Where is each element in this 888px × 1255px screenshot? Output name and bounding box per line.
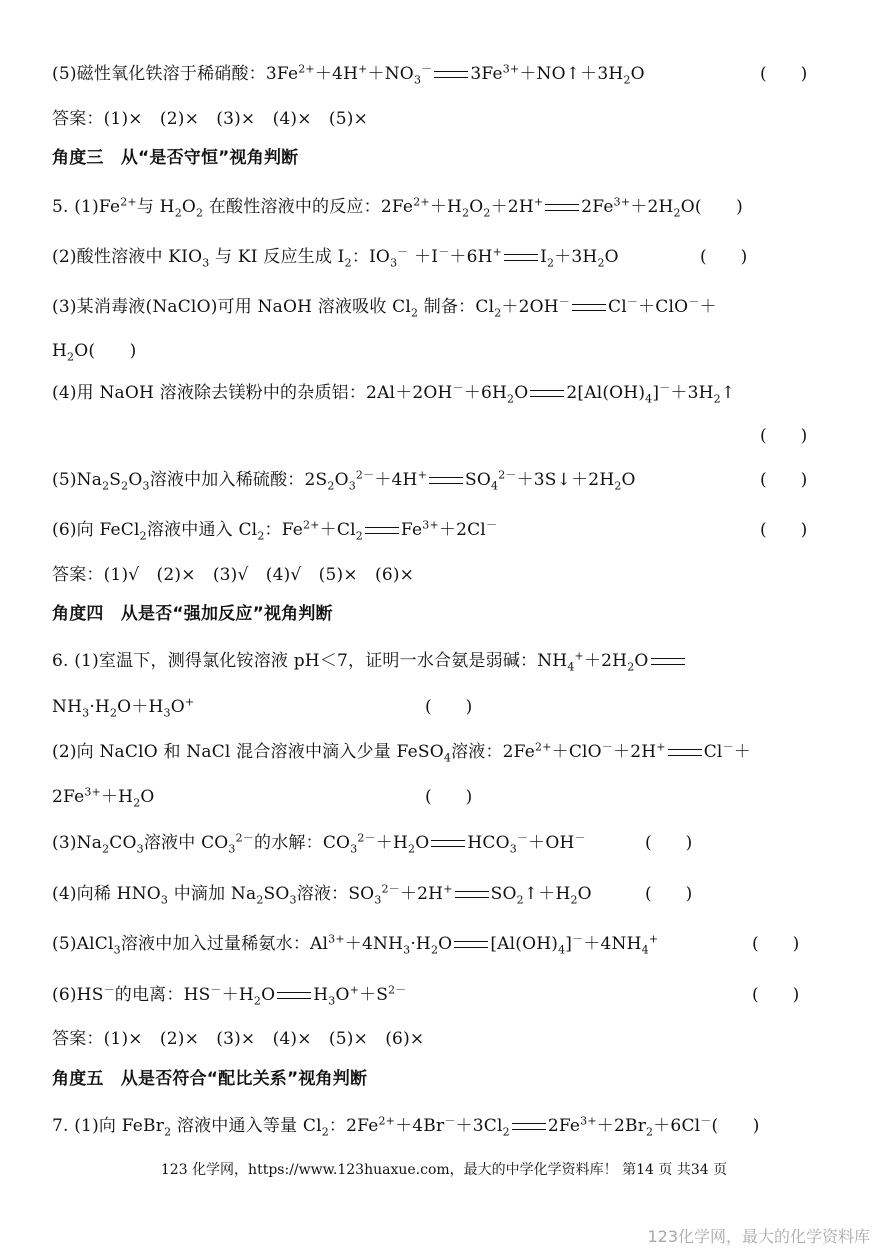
- answer-blank: ( ): [711, 1116, 760, 1136]
- answer-blank: ( ): [88, 341, 137, 361]
- equals-sign-icon: [512, 1123, 546, 1130]
- question-5-3-cont: $H_2O$( ): [52, 341, 137, 364]
- equals-sign-icon: [668, 749, 702, 756]
- answer-blank: ( ): [645, 833, 693, 853]
- answer-blank: ( ): [760, 426, 808, 446]
- answer-blank: ( ): [760, 520, 808, 540]
- question-6-5: (5)AlCl$_3$溶液中加入过量稀氨水：$Al^{3+}+4NH_3\cdot H_2O$ $[Al(OH)_4]^-+4NH_4^+$: [52, 932, 659, 957]
- question-5-5: $(5)Na_2S_2O_3$溶液中加入稀硫酸：$2S_2O_3^{2-}+4H^+$ $SO_4^{2-}+3S↓+2H_2O$: [52, 468, 636, 493]
- question-6-1-cont: $NH_3\cdot H_2O+H_3O^+$: [52, 695, 195, 720]
- answer-line: 答案：(1)× (2)× (3)× (4)× (5)× (6)×: [52, 1029, 425, 1049]
- question-6-1: 6. (1)室温下，测得氯化铵溶液 pH＜7，证明一水合氨是弱碱：$NH_4^++2H_2O$: [52, 650, 687, 672]
- question-6-2: (2)向 NaClO 和 NaCl 混合溶液中滴入少量 FeSO$_4$溶液：$2Fe^{2+}+ClO^-+2H^+$ Cl－＋: [52, 740, 751, 765]
- question-7-1: 7. (1)向 FeBr$_2$ 溶液中通入等量 $Cl_2$：$2Fe^{2+}+4Br^-+3Cl_2$ $2Fe^{3+}+2Br_2+6Cl^-$( ): [52, 1114, 760, 1139]
- question-6-2-cont: $2Fe^{3+}+H_2O$: [52, 785, 155, 810]
- equals-sign-icon: [454, 941, 488, 948]
- page-footer: 123 化学网，https://www.123huaxue.com，最大的中学化学资料库！ 第14 页 共34 页: [160, 1162, 728, 1178]
- question-5-1: 5. $(1)Fe^{2+}$与 $H_2O_2$ 在酸性溶液中的反应：$2Fe^{2+}+H_2O_2+2H^+$ $2Fe^{3+}+2H_2O$( ): [52, 195, 743, 220]
- equals-sign-icon: [545, 204, 579, 211]
- equals-sign-icon: [431, 840, 465, 847]
- answer-blank: ( ): [645, 884, 693, 904]
- equals-sign-icon: [277, 992, 311, 999]
- answer-blank: ( ): [752, 934, 800, 954]
- question-5-4: (4)用 NaOH 溶液除去镁粉中的杂质铝：$2Al+2OH^-+6H_2O$ $2[Al(OH)_4]^-+3H_2↑$: [52, 381, 736, 406]
- question-6-6: (6)HS－的电离：$HS^-+H_2O$ $H_3O^++S^{2-}$: [52, 983, 407, 1008]
- answer-blank: ( ): [700, 247, 748, 267]
- watermark: 123化学网，最大的化学资料库: [647, 1227, 870, 1246]
- equals-sign-icon: [572, 304, 606, 311]
- answer-line: 答案：(1)√ (2)× (3)√ (4)√ (5)× (6)×: [52, 565, 415, 585]
- equals-sign-icon: [365, 527, 399, 534]
- equals-sign-icon: [504, 254, 538, 261]
- section-heading: 角度三 从“是否守恒”视角判断: [52, 148, 299, 168]
- equals-sign-icon: [651, 658, 685, 665]
- section-heading: 角度四 从是否“强加反应”视角判断: [52, 604, 333, 624]
- answer-blank: ( ): [760, 470, 808, 490]
- equals-sign-icon: [429, 477, 463, 484]
- question-6-4: (4)向稀 $HNO_3$ 中滴加 $Na_2SO_3$溶液：$SO_3^{2-}+2H^+$ $SO_2↑+H_2O$: [52, 882, 592, 907]
- answer-blank: ( ): [760, 64, 808, 84]
- equals-sign-icon: [455, 891, 489, 898]
- answer-blank: ( ): [694, 197, 743, 217]
- answer-blank: ( ): [425, 787, 473, 807]
- answer-blank: ( ): [425, 697, 473, 717]
- question-5-6: (6)向 FeCl$_2$溶液中通入 $Cl_2$：$Fe^{2+}+Cl_2$ $Fe^{3+}+2Cl^-$: [52, 518, 498, 543]
- answer-blank: ( ): [752, 985, 800, 1005]
- equals-sign-icon: [530, 390, 564, 397]
- question-5-3: (3)某消毒液(NaClO)可用 NaOH 溶液吸收 $Cl_2$ 制备：$Cl_2+2OH^-$ Cl－＋ClO－＋: [52, 295, 717, 320]
- question-6-3: $(3)Na_2CO_3$溶液中 $CO_3^{2-}$的水解：$CO_3^{2-}+H_2O$ $HCO_3^-+OH^-$: [52, 831, 586, 856]
- question-5-2: (2)酸性溶液中 $KIO_3$ 与 KI 反应生成 $I_2$：$IO_3^- +I^-+6H^+$ $I_2+3H_2O$: [52, 245, 619, 270]
- equals-sign-icon: [434, 71, 468, 78]
- section-heading: 角度五 从是否符合“配比关系”视角判断: [52, 1069, 368, 1089]
- answer-line: 答案：(1)× (2)× (3)× (4)× (5)×: [52, 109, 369, 129]
- question-4-5: (5)磁性氧化铁溶于稀硝酸：$3Fe^{2+}+4H^++NO_3^-$ $3Fe^{3+}+NO↑+3H_2O$: [52, 62, 645, 87]
